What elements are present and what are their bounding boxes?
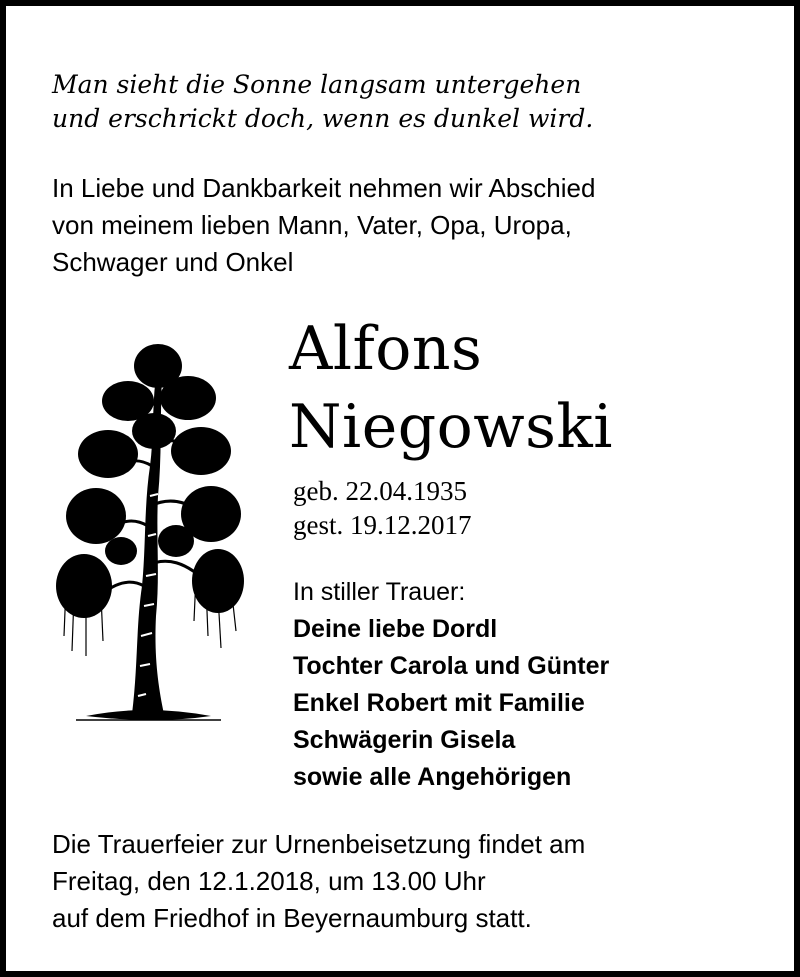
funeral-service-info [52,826,585,937]
birth-date: geb. 22.04.1935 [293,476,467,506]
service-line: auf dem Friedhof in Beyernaumburg statt. [52,903,532,933]
mourners-list [293,574,609,796]
intro-line: Schwager und Onkel [52,247,294,277]
birch-tree-icon [46,336,246,736]
last-name: Niegowski [289,392,613,462]
life-dates [293,474,472,542]
mourner-name: Deine liebe Dordl [293,615,498,643]
first-name: Alfons [289,314,483,384]
service-line: Freitag, den 12.1.2018, um 13.00 Uhr [52,866,486,896]
intro-line: In Liebe und Dankbarkeit nehmen wir Abschied [52,173,596,203]
service-line: Die Trauerfeier zur Urnenbeisetzung findet am [52,829,586,859]
farewell-intro [52,170,595,281]
mourners-heading: In stiller Trauer: [293,578,466,606]
deceased-name [289,310,613,466]
mourner-name: Tochter Carola und Günter [293,652,610,680]
intro-line: von meinem lieben Mann, Vater, Opa, Uropa, [52,210,572,240]
mourner-name: Schwägerin Gisela [293,726,516,754]
mourner-name: sowie alle Angehörigen [293,763,572,791]
death-date: gest. 19.12.2017 [293,510,472,540]
verse-line: und erschrickt doch, wenn es dunkel wird. [52,104,594,133]
verse-line: Man sieht die Sonne langsam untergehen [52,70,582,99]
memorial-verse [52,68,593,136]
mourner-name: Enkel Robert mit Familie [293,689,585,717]
